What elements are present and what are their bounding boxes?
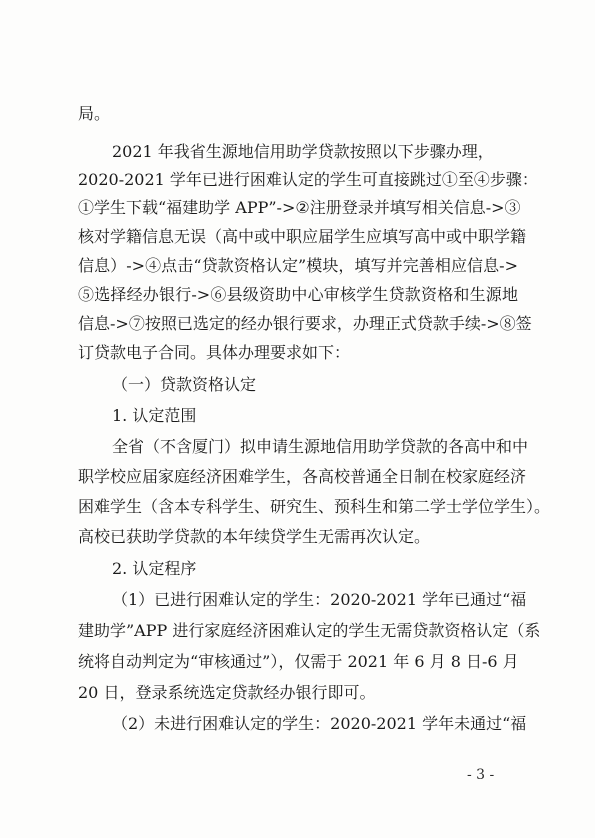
text-line: 订贷款电子合同。具体办理要求如下： xyxy=(78,343,351,362)
text-line: 统将自动判定为“审核通过”），仅需于 2021 年 6 月 8 日-6 月 xyxy=(78,652,519,671)
paragraph-1-line-1: 2021 年我省生源地信用助学贷款按照以下步骤办理， xyxy=(112,142,494,161)
subsection-heading: 1. 认定范围 xyxy=(112,406,197,425)
paragraph-3-line-1: （1）已进行困难认定的学生：2020-2021 学年已通过“福 xyxy=(112,590,527,609)
text-line: ①学生下载“福建助学 APP”->②注册登录并填写相关信息->③ xyxy=(78,198,521,217)
text-line: 2020-2021 学年已进行困难认定的学生可直接跳过①至④步骤： xyxy=(78,170,538,189)
text-line: 困难学生（含本专科学生、研究生、预科生和第二学士学位学生）。 xyxy=(78,497,551,516)
text-line: 信息）->④点击“贷款资格认定”模块，填写并完善相应信息-> xyxy=(78,256,518,275)
text-line: 局。 xyxy=(78,104,111,123)
subsection-heading: 2. 认定程序 xyxy=(112,559,197,578)
paragraph-4-line-1: （2）未进行困难认定的学生：2020-2021 学年未通过“福 xyxy=(112,714,527,733)
text-line: 职学校应届家庭经济困难学生，各高校普通全日制在校家庭经济 xyxy=(78,467,527,486)
text-line: 建助学”APP 进行家庭经济困难认定的学生无需贷款资格认定（系 xyxy=(78,621,541,640)
page-number: - 3 - xyxy=(467,767,495,783)
text-line: 高校已获助学贷款的本年续贷学生无需再次认定。 xyxy=(78,527,431,546)
text-line: ⑤选择经办银行->⑥县级资助中心审核学生贷款资格和生源地 xyxy=(78,285,518,304)
paragraph-2-line-1: 全省（不含厦门）拟申请生源地信用助学贷款的各高中和中 xyxy=(112,437,529,456)
text-line: 信息->⑦按照已选定的经办银行要求，办理正式贷款手续->⑧签 xyxy=(78,314,532,333)
section-heading: （一）贷款资格认定 xyxy=(112,375,257,394)
text-line: 20 日，登录系统选定贷款经办银行即可。 xyxy=(78,683,376,702)
text-line: 核对学籍信息无误（高中或中职应届学生应填写高中或中职学籍 xyxy=(78,227,527,246)
